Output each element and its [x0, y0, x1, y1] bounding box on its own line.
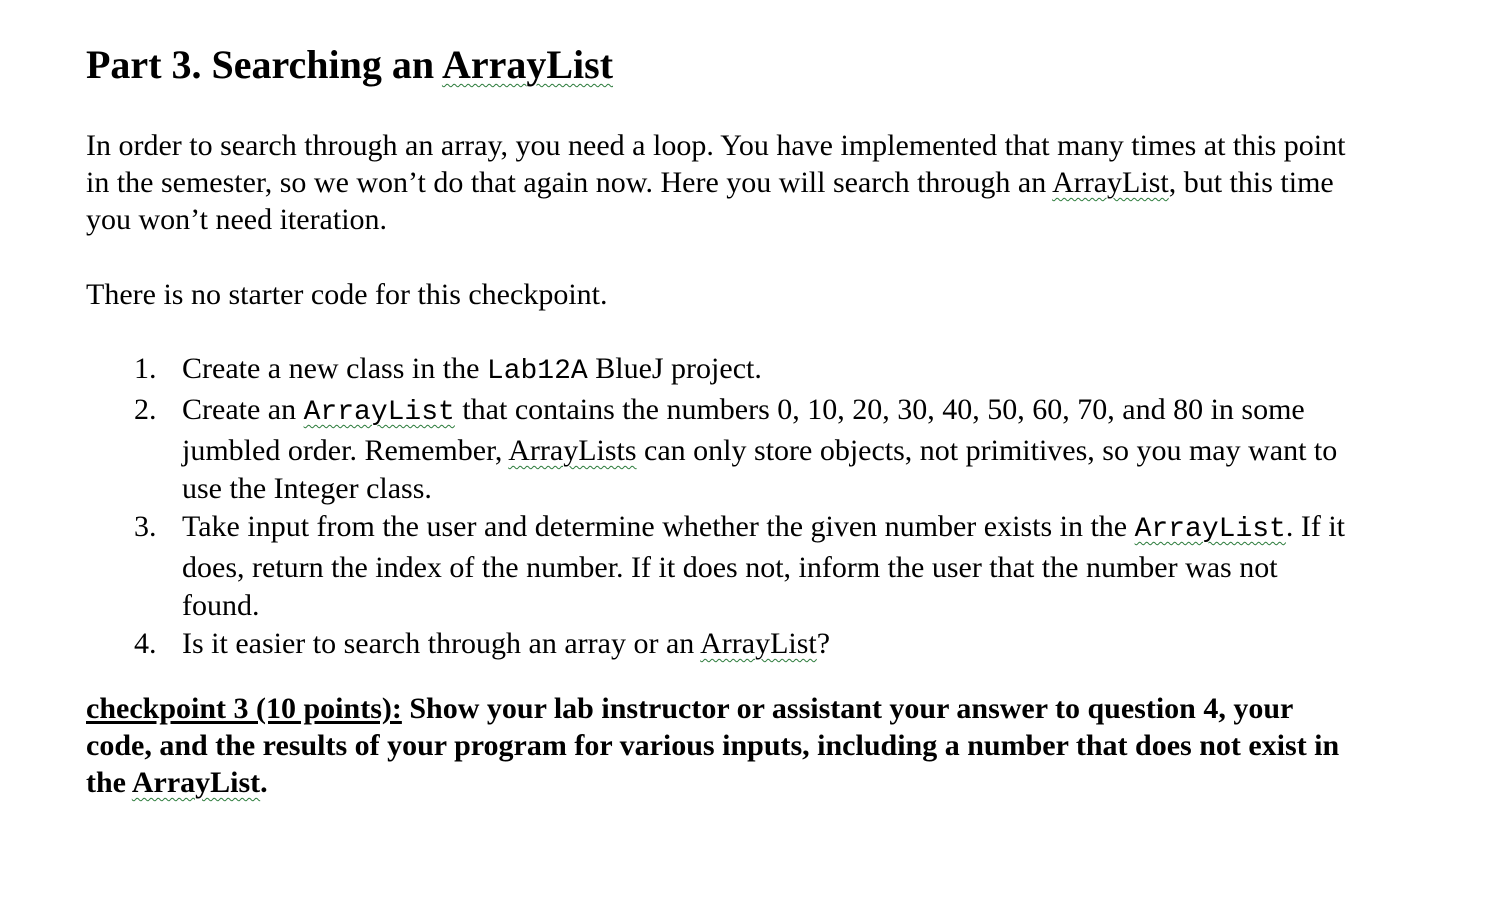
step-text: Take input from the user and determine whether the given number exists in the [182, 510, 1135, 543]
step-arraylists: ArrayLists [508, 434, 637, 467]
starter-note: There is no starter code for this checkpoint. [86, 278, 608, 311]
checkpoint-label: checkpoint 3 (10 points): [86, 692, 402, 725]
title-prefix: Part 3. Searching an [86, 42, 442, 87]
instruction-list [86, 350, 1346, 663]
page-title [86, 40, 613, 90]
step-number: 2. [134, 393, 157, 426]
list-item-step-3 [86, 508, 1346, 625]
list-item-step-1 [86, 350, 1346, 391]
title-arraylist: ArrayList [441, 42, 614, 87]
step-text: Is it easier to search through an array or an [182, 627, 701, 660]
step-text: can only store objects, not primitives, so you may want to use the Integer class. [182, 434, 1338, 505]
step-number: 1. [134, 352, 157, 385]
step-number: 4. [134, 627, 157, 660]
step-text: ? [816, 627, 831, 660]
list-item-step-4 [86, 625, 1346, 663]
step-text: . If it does, return the index of the number. If it does not, inform the user that the number was not found. [182, 510, 1346, 622]
list-item-step-2 [86, 391, 1346, 508]
code-project-name: Lab12A [486, 356, 588, 387]
step-text: Create an [182, 393, 304, 426]
intro-arraylist: ArrayList [1052, 166, 1169, 199]
step-text: BlueJ project. [587, 352, 762, 385]
step-number: 3. [134, 510, 157, 543]
intro-text-1: In order to search through an array, you need a loop. You have implemented that many times at this point in the semester, so we won’t do that again now. Here you will search through an [86, 129, 1346, 199]
step-text: that contains the numbers 0, 10, 20, 30, 40, 50, 60, 70, and 80 in some jumbled order. Remember, [182, 393, 1305, 467]
intro-text-2: , but this time you won’t need iteration. [86, 166, 1334, 236]
code-arraylist: ArrayList [1134, 514, 1286, 545]
code-arraylist: ArrayList [303, 397, 455, 428]
checkpoint-text: Show your lab instructor or assistant your answer to question 4, your code, and the results of your program for various inputs, including a number that does not exist in the [86, 692, 1340, 799]
step-arraylist: ArrayList [700, 627, 817, 660]
step-text: Create a new class in the [182, 352, 487, 385]
checkpoint-end: . [260, 766, 268, 799]
checkpoint-arraylist: ArrayList [131, 766, 261, 799]
intro-paragraph [86, 127, 1346, 238]
checkpoint-paragraph [86, 690, 1346, 801]
